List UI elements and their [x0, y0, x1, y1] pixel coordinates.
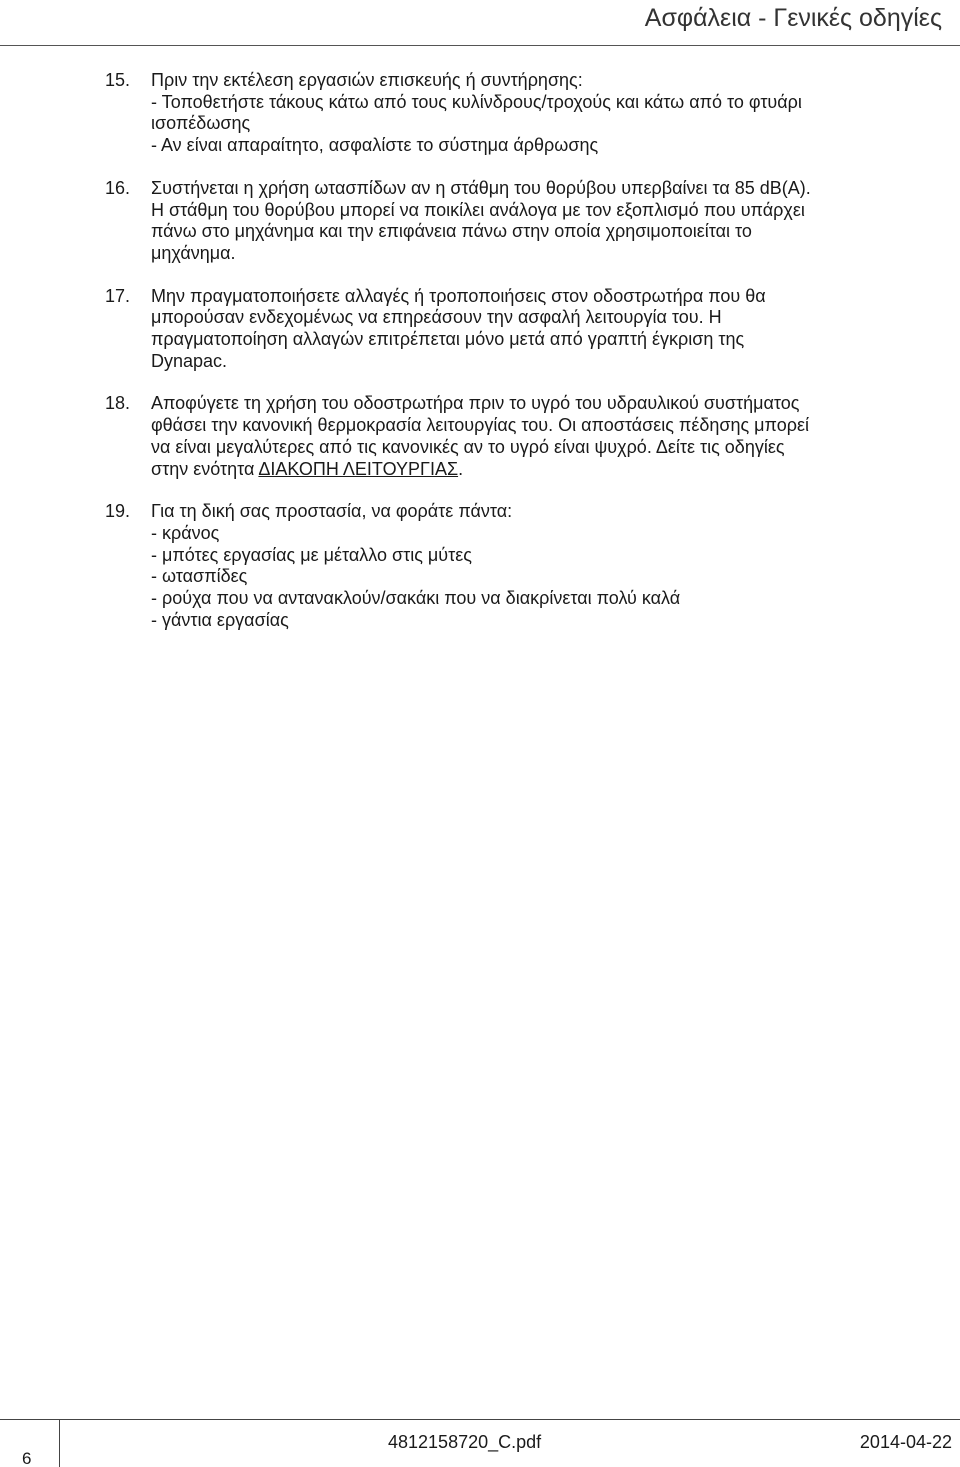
- instructions-list: [105, 70, 915, 652]
- item-number: 17.: [105, 285, 131, 306]
- item-number: 16.: [105, 177, 131, 198]
- instruction-item-18: [105, 393, 915, 480]
- item-text-prefix: στην ενότητα: [151, 458, 259, 479]
- item-text-line: μπορούσαν ενδεχομένως να επηρεάσουν την ασφαλή λειτουργία του. Η: [151, 307, 722, 328]
- item-text-line-with-link: [151, 459, 915, 481]
- ppe-list-item: - κράνος: [151, 522, 220, 543]
- ppe-list-item: - ρούχα που να αντανακλούν/σακάκι που να διακρίνεται πολύ καλά: [151, 588, 681, 609]
- item-text-line: Συστήνεται η χρήση ωτασπίδων αν η στάθμη του θορύβου υπερβαίνει τα 85 dB(A).: [151, 177, 811, 198]
- instruction-item-16: [105, 178, 915, 265]
- ppe-list-item: - ωτασπίδες: [151, 566, 248, 587]
- document-date: 2014-04-22: [859, 1432, 952, 1452]
- footer-divider: [0, 1419, 960, 1420]
- item-text-line: - Αν είναι απαραίτητο, ασφαλίστε το σύστημα άρθρωσης: [151, 135, 599, 156]
- item-text-line: Μην πραγματοποιήσετε αλλαγές ή τροποποιήσεις στον οδοστρωτήρα που θα: [151, 285, 766, 306]
- ppe-list-item: - μπότες εργασίας με μέταλλο στις μύτες: [151, 544, 472, 565]
- page-section-title: Ασφάλεια - Γενικές οδηγίες: [644, 4, 942, 32]
- item-text-line: πραγματοποίηση αλλαγών επιτρέπεται μόνο μετά από γραπτή έγκριση της: [151, 329, 745, 350]
- item-text-line: - Τοποθετήστε τάκους κάτω από τους κυλίνδρους/τροχούς και κάτω από το φτυάρι: [151, 91, 802, 112]
- footer-vertical-divider: [59, 1419, 60, 1467]
- item-text-line: πάνω στο μηχάνημα και την επιφάνεια πάνω στην οποία χρησιμοποιείται το: [151, 221, 752, 242]
- item-text-line: Dynapac.: [151, 350, 228, 371]
- instruction-item-17: [105, 286, 915, 373]
- item-text-line: Η στάθμη του θορύβου μπορεί να ποικίλει ανάλογα με τον εξοπλισμό που υπάρχει: [151, 199, 805, 220]
- page-number: 6: [22, 1449, 32, 1467]
- item-number: 18.: [105, 393, 131, 414]
- header-divider: [0, 45, 960, 46]
- item-text-line: μηχάνημα.: [151, 242, 236, 263]
- instruction-item-19: [105, 501, 915, 631]
- item-text-line: Αποφύγετε τη χρήση του οδοστρωτήρα πριν το υγρό του υδραυλικού συστήματος: [151, 393, 800, 414]
- item-text-line: ισοπέδωσης: [151, 113, 251, 134]
- instruction-item-15: [105, 70, 915, 157]
- shutdown-section-link[interactable]: ΔΙΑΚΟΠΗ ΛΕΙΤΟΥΡΓΙΑΣ: [258, 458, 459, 479]
- item-text-line: Πριν την εκτέλεση εργασιών επισκευής ή συντήρησης:: [151, 70, 583, 90]
- item-text-suffix: .: [458, 458, 464, 479]
- item-text-line: να είναι μεγαλύτερες από τις κανονικές αν το υγρό είναι ψυχρό. Δείτε τις οδηγίες: [151, 436, 785, 457]
- ppe-list-item: - γάντια εργασίας: [151, 609, 289, 630]
- item-intro: Για τη δική σας προστασία, να φοράτε πάντα:: [151, 501, 513, 522]
- item-number: 15.: [105, 70, 131, 90]
- item-text-line: φθάσει την κανονική θερμοκρασία λειτουργίας του. Οι αποστάσεις πέδησης μπορεί: [151, 415, 809, 436]
- document-file-name: 4812158720_C.pdf: [388, 1432, 542, 1452]
- item-number: 19.: [105, 501, 131, 522]
